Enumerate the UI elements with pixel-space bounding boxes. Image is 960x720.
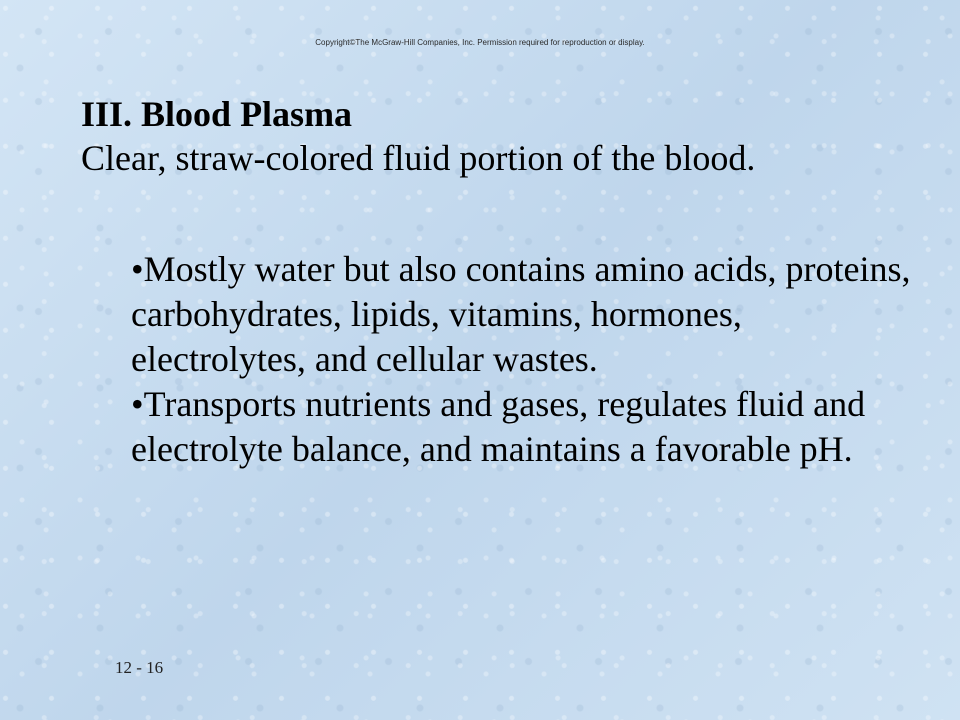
bullet-mark: • (131, 249, 144, 289)
slide-heading: III. Blood Plasma (81, 94, 353, 134)
bullet-mark: • (131, 384, 144, 424)
bullet-item (131, 382, 921, 472)
slide-number: 12 - 16 (115, 658, 164, 677)
bullet-item (131, 247, 921, 382)
title-block (81, 92, 921, 180)
bullet-text: Transports nutrients and gases, regulates fluid and electrolyte balance, and maintains a favorable pH. (131, 384, 866, 469)
copyright-notice: Copyright©The McGraw-Hill Companies, Inc. Permission required for reproduction or display. (315, 38, 645, 47)
slide-subheading: Clear, straw-colored fluid portion of the blood. (81, 138, 756, 178)
bullet-text: Mostly water but also contains amino acids, proteins, carbohydrates, lipids, vitamins, hormones, electrolytes, and cellular wastes. (131, 249, 911, 379)
bullet-list (131, 247, 921, 472)
